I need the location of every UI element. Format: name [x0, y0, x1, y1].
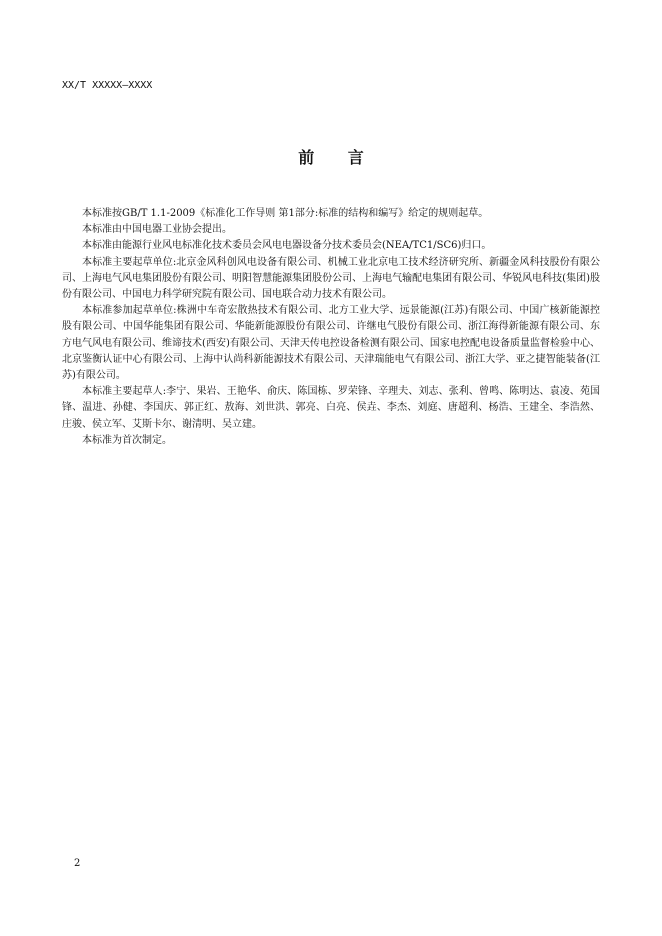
paragraph-first-edition: 本标准为首次制定。 [82, 434, 172, 446]
paragraph-main-drafting-units: 本标准主要起草单位:北京金风科创风电设备有限公司、机械工业北京电工技术经济研究所、新疆金风科技股份有限公司、上海电气风电集团股份有限公司、明阳智慧能源集团股份公司、上海电气输配电集团有限公司、华锐风电科技(集团)股份有限公司、中国电力科学研究院有限公司、国电联合动力技术有限公司。 [62, 256, 600, 301]
page-title: 前 言 [298, 148, 378, 167]
paragraph-administrator: 本标准由能源行业风电标准化技术委员会风电电器设备分技术委员会(NEA/TC1/SC6)归口。 [82, 240, 492, 252]
paragraph-drafting-rules: 本标准按GB/T 1.1-2009《标准化工作导则 第1部分:标准的结构和编写》给定的规则起草。 [82, 208, 489, 219]
page-number: 2 [74, 858, 81, 869]
paragraph-main-drafters: 本标准主要起草人:李宁、果岩、王艳华、俞庆、陈国栋、罗荣锋、辛理夫、刘志、张利、曾鸣、陈明达、袁凌、苑国锋、温进、孙健、李国庆、郭正红、敖海、刘世洪、郭亮、白亮、侯垚、李杰、刘庭、唐超利、杨浩、王建全、李浩然、庄骏、侯立军、艾斯卡尔、谢清明、吴立建。 [62, 386, 600, 430]
foreword-body [62, 206, 600, 449]
paragraph-participating-units: 本标准参加起草单位:株洲中车奇宏散热技术有限公司、北方工业大学、远景能源(江苏)有限公司、中国广核新能源控股有限公司、中国华能集团有限公司、华能新能源股份有限公司、许继电气股份有限公司、浙江海得新能源有限公司、东方电气风电有限公司、维谛技术(西安)有限公司、天津天传电控设备检测有限公司、国家电控配电设备质量监督检验中心、北京鉴衡认证中心有限公司、上海中认尚科新能源技术有限公司、天津瑞能电气有限公司、浙江大学、亚之捷智能装备(江苏)有限公司。 [62, 305, 600, 382]
paragraph-proposer: 本标准由中国电器工业协会提出。 [82, 224, 232, 236]
document-code: XX/T XXXXX—XXXX [62, 80, 153, 91]
